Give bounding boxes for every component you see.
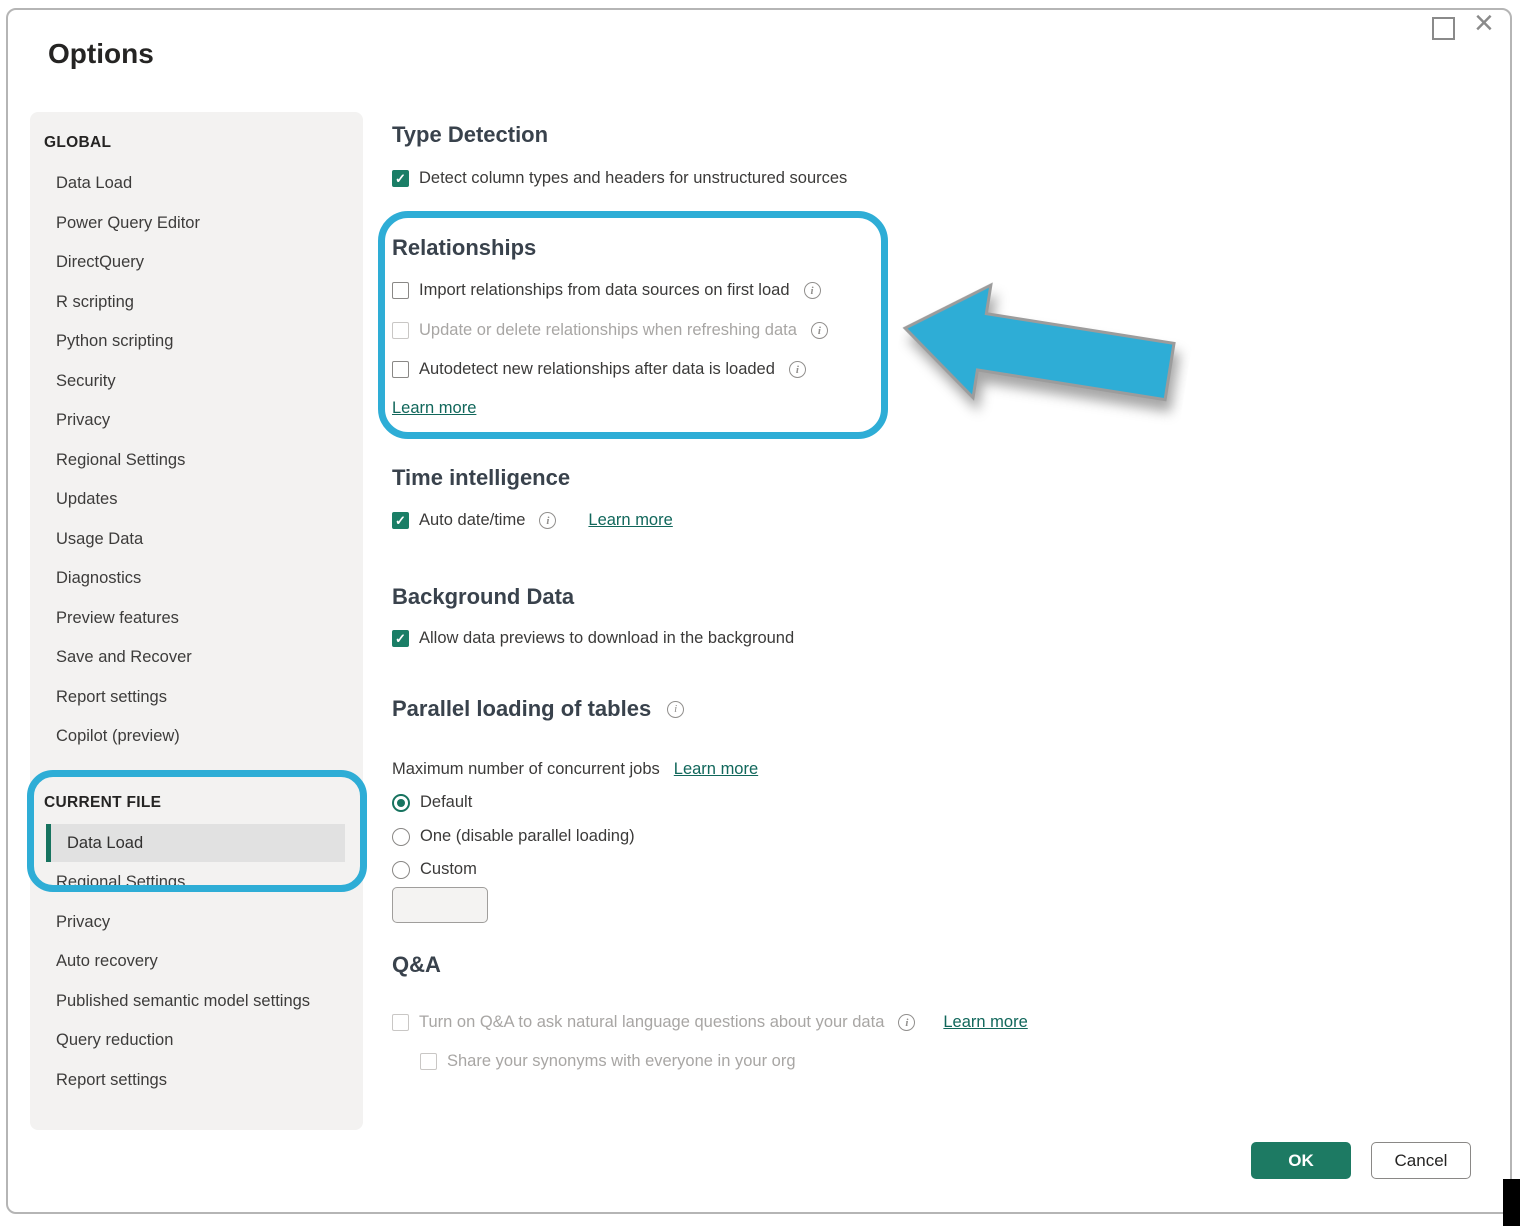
autodetect-relationships-row (392, 360, 806, 379)
info-icon[interactable]: i (539, 512, 556, 529)
screen-corner-artifact (1503, 1179, 1520, 1226)
sidebar-item-privacy-global[interactable]: Privacy (56, 411, 111, 429)
sidebar-item-updates[interactable]: Updates (56, 490, 118, 508)
qa-heading: Q&A (392, 952, 441, 977)
turn-on-qa-checkbox (392, 1014, 409, 1031)
dialog-title: Options (48, 38, 154, 69)
sidebar-item-r-scripting[interactable]: R scripting (56, 292, 134, 311)
maximize-icon[interactable] (1432, 17, 1455, 40)
info-icon[interactable]: i (667, 701, 684, 718)
check-icon: ✓ (395, 512, 406, 528)
parallel-loading-learn-more-link[interactable]: Learn more (673, 760, 759, 778)
share-synonyms-label: Share your synonyms with everyone in your org (447, 1052, 796, 1070)
update-relationships-label: Update or delete relationships when refreshing data (419, 321, 797, 339)
sidebar-item-preview-features[interactable]: Preview features (56, 608, 179, 627)
parallel-loading-heading-row (392, 696, 684, 722)
parallel-loading-heading: Parallel loading of tables (392, 696, 652, 721)
sidebar-item-report-settings-current[interactable]: Report settings (56, 1070, 167, 1089)
time-intelligence-heading: Time intelligence (392, 465, 571, 490)
global-group (30, 134, 363, 757)
sidebar-item-security[interactable]: Security (56, 371, 116, 390)
detect-column-types-label: Detect column types and headers for unstructured sources (419, 169, 848, 187)
detect-column-types-row (392, 169, 847, 188)
sidebar-item-diagnostics[interactable]: Diagnostics (56, 569, 142, 587)
sidebar-item-data-load-global[interactable]: Data Load (56, 174, 133, 192)
time-intelligence-learn-more-link[interactable]: Learn more (588, 511, 673, 529)
allow-previews-checkbox[interactable] (392, 630, 409, 647)
custom-jobs-input[interactable] (392, 887, 488, 923)
check-icon: ✓ (395, 630, 406, 646)
info-icon[interactable]: i (811, 322, 828, 339)
radio-one-row (392, 827, 635, 846)
allow-previews-label: Allow data previews to download in the background (419, 629, 795, 647)
relationships-heading: Relationships (392, 235, 537, 260)
current-file-section-header: CURRENT FILE (44, 794, 162, 811)
import-relationships-checkbox[interactable] (392, 282, 409, 299)
auto-datetime-row (392, 511, 673, 530)
radio-default-label: Default (420, 793, 473, 811)
max-concurrent-jobs-row (392, 760, 758, 779)
import-relationships-row (392, 281, 821, 300)
sidebar-item-power-query-editor[interactable]: Power Query Editor (56, 213, 200, 232)
info-icon[interactable]: i (898, 1014, 915, 1031)
import-relationships-label: Import relationships from data sources on first load (419, 281, 790, 299)
turn-on-qa-row (392, 1013, 1028, 1032)
current-file-group (30, 794, 363, 1100)
allow-previews-row (392, 629, 794, 648)
check-icon: ✓ (395, 170, 406, 186)
radio-one-label: One (disable parallel loading) (420, 827, 635, 845)
relationships-learn-more-link[interactable]: Learn more (392, 399, 477, 417)
settings-sidebar (30, 112, 363, 1130)
type-detection-heading: Type Detection (392, 122, 549, 147)
radio-custom-label: Custom (420, 860, 477, 878)
sidebar-item-copilot-preview[interactable]: Copilot (preview) (56, 727, 180, 745)
qa-learn-more-link[interactable]: Learn more (943, 1013, 1028, 1031)
sidebar-item-regional-settings-global[interactable]: Regional Settings (56, 450, 186, 469)
auto-datetime-checkbox[interactable] (392, 512, 409, 529)
sidebar-item-usage-data[interactable]: Usage Data (56, 529, 144, 548)
sidebar-item-directquery[interactable]: DirectQuery (56, 253, 145, 271)
auto-datetime-label: Auto date/time (419, 511, 526, 529)
radio-one[interactable] (392, 828, 410, 846)
close-icon[interactable]: × (1474, 4, 1494, 42)
global-section-header: GLOBAL (44, 134, 112, 151)
sidebar-item-published-semantic-model-settings[interactable]: Published semantic model settings (56, 991, 311, 1010)
sidebar-item-auto-recovery[interactable]: Auto recovery (56, 952, 158, 970)
radio-custom[interactable] (392, 861, 410, 879)
relationships-learn-more-row (392, 399, 476, 418)
sidebar-item-report-settings-global[interactable]: Report settings (56, 687, 167, 706)
update-relationships-row (392, 321, 828, 340)
sidebar-item-regional-settings-current[interactable]: Regional Settings (56, 873, 186, 891)
autodetect-relationships-label: Autodetect new relationships after data is loaded (419, 360, 775, 378)
detect-column-types-checkbox[interactable] (392, 170, 409, 187)
sidebar-item-python-scripting[interactable]: Python scripting (56, 332, 174, 350)
cancel-button[interactable]: Cancel (1371, 1142, 1471, 1179)
turn-on-qa-label: Turn on Q&A to ask natural language questions about your data (419, 1013, 885, 1031)
background-data-heading: Background Data (392, 584, 575, 609)
share-synonyms-checkbox (420, 1053, 437, 1070)
max-concurrent-jobs-label: Maximum number of concurrent jobs (392, 760, 660, 778)
info-icon[interactable]: i (804, 282, 821, 299)
sidebar-item-data-load-current[interactable]: Data Load (46, 824, 345, 862)
radio-default-row (392, 793, 472, 812)
sidebar-item-privacy-current[interactable]: Privacy (56, 912, 111, 931)
ok-button[interactable]: OK (1251, 1142, 1351, 1179)
radio-dot (397, 799, 405, 807)
share-synonyms-row (420, 1052, 796, 1071)
radio-default[interactable] (392, 794, 410, 812)
info-icon[interactable]: i (789, 361, 806, 378)
sidebar-item-save-and-recover[interactable]: Save and Recover (56, 648, 192, 666)
autodetect-relationships-checkbox[interactable] (392, 361, 409, 378)
update-relationships-checkbox (392, 322, 409, 339)
sidebar-item-query-reduction[interactable]: Query reduction (56, 1031, 174, 1049)
radio-custom-row (392, 860, 477, 879)
